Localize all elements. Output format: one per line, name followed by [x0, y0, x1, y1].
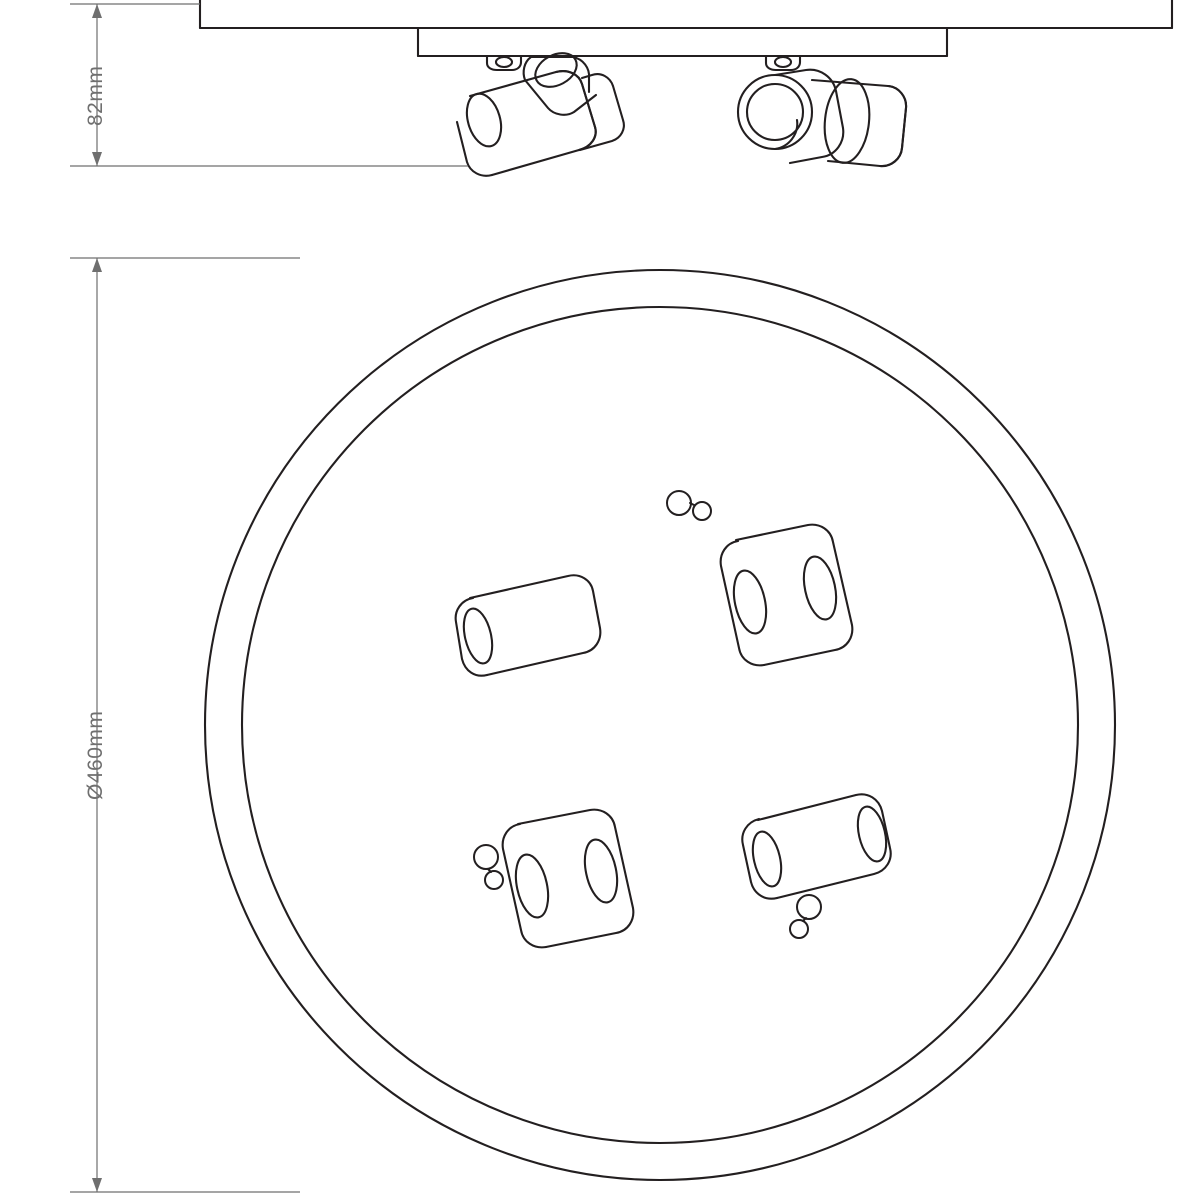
spot-head-front-circle [738, 75, 812, 149]
adjuster-knuckle-left [474, 845, 503, 889]
plate-outer-circle [205, 270, 1115, 1180]
plate-inner-circle [242, 307, 1078, 1143]
spot-head-side-right [738, 56, 906, 166]
spot-head-plan-bottom-right [742, 794, 891, 898]
adjuster-knuckle-bottom [790, 895, 821, 938]
spot-head-plan-top-left [456, 575, 601, 675]
dimension-lines [70, 4, 468, 1192]
arrow-diameter-top [92, 258, 102, 272]
spot-head-plan-top-right [721, 525, 853, 666]
arrow-height-top [92, 4, 102, 18]
dimension-label-diameter: Ø460mm [84, 710, 107, 800]
adjuster-knuckle-top [667, 491, 711, 520]
plate-housing-band [418, 28, 947, 56]
spot-head-plan-bottom-left [503, 810, 634, 948]
plate-outline-side [200, 0, 1172, 28]
arrow-height-bottom [92, 152, 102, 166]
plan-view [205, 270, 1115, 1180]
dimension-label-height: 82mm [84, 65, 107, 126]
spot-head-side-left [457, 46, 624, 175]
side-elevation-view [200, 0, 1172, 176]
arrow-diameter-bottom [92, 1178, 102, 1192]
